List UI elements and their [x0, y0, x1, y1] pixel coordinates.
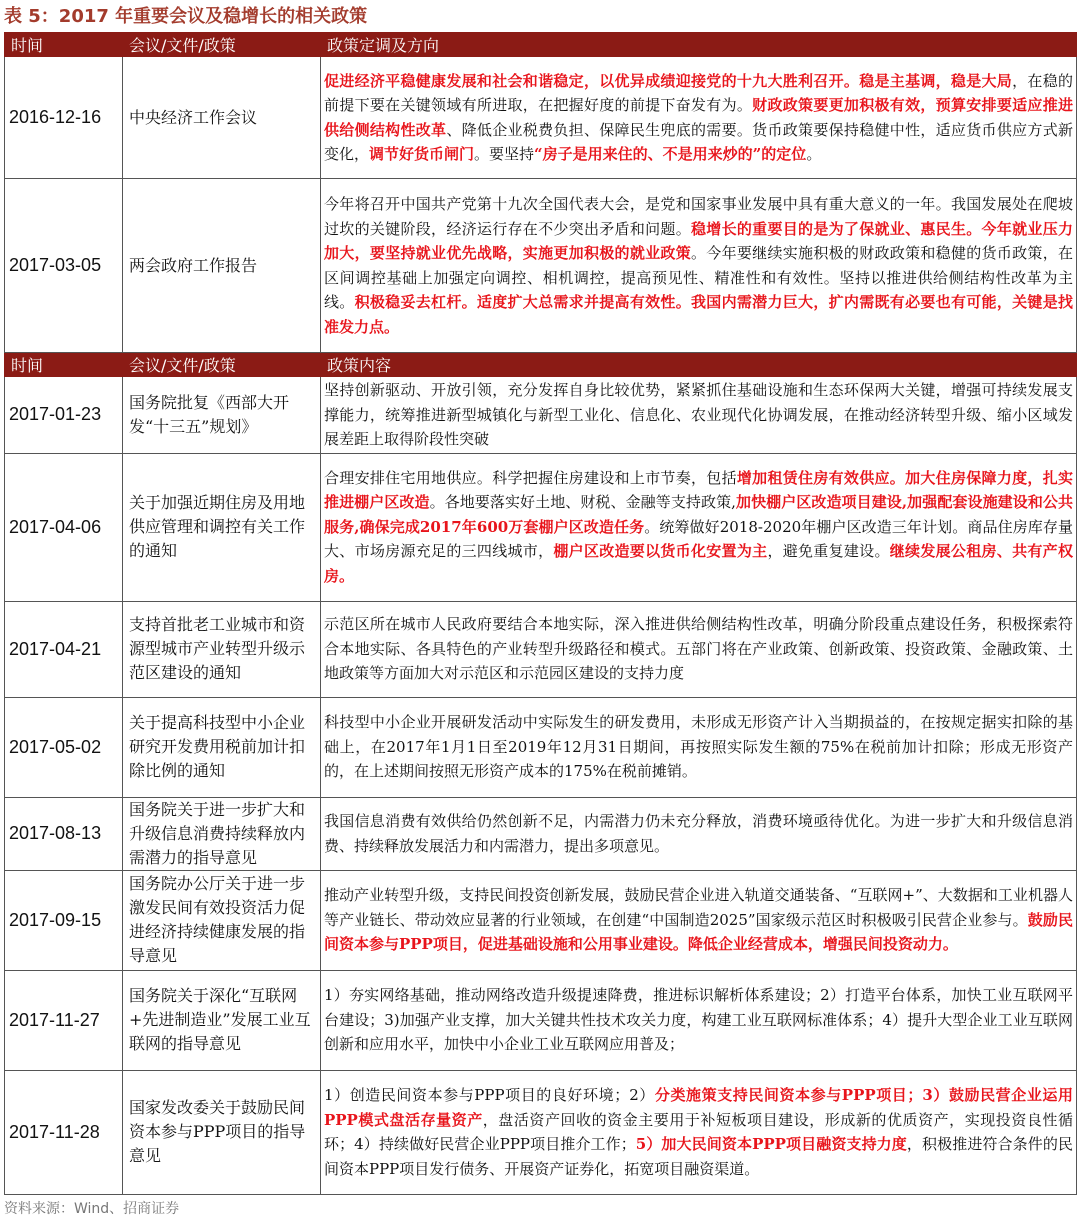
table-row [5, 453, 1077, 601]
row-content [321, 970, 1077, 1070]
highlight-text: 继续发展公租房、共有产权房。 [324, 542, 1073, 585]
content-text: ，积极推进符合条件的民间资本PPP项目发行债务、开展资产证券化，拓宽项目融资渠道。 [324, 1135, 1073, 1178]
row-content [321, 179, 1077, 353]
content-text: 坚持创新驱动、开放引领，充分发挥自身比较优势，紧紧抓住基础设施和生态环保两大关键，增强可持续发展支撑能力，统筹推进新型城镇化与新型工业化、信息化、农业现代化协调发展，在推动经济转型升级、缩小区域发展差距上取得阶段性突破 [324, 381, 1073, 448]
content-text: 我国信息消费有效供给仍然创新不足，内需潜力仍未充分释放，消费环境亟待优化。为进一步扩大和升级信息消费、持续释放发展活力和内需潜力，提出多项意见。 [324, 812, 1073, 855]
highlight-text: 棚户区改造要以货币化安置为主 [553, 542, 768, 561]
highlight-text: 促进经济平稳健康发展和社会和谐稳定，以优异成绩迎接党的十九大胜利召开。稳是主基调，稳是大局 [324, 71, 1013, 90]
row-content [321, 697, 1077, 797]
content-text: ，在稳的前提下要在关键领域有所进取，在把握好度的前提下奋发有为。 [324, 71, 1073, 114]
row-content [321, 601, 1077, 697]
header-meeting: 会议/文件/政策 [123, 33, 321, 57]
table-row [5, 601, 1077, 697]
content-text: 、降低企业税费负担、保障民生兜底的需要。货币政策要保持稳健中性，适应货币供应方式新变化， [324, 120, 1073, 163]
highlight-text: 调节好货币闸门 [369, 145, 475, 163]
content-text: 。今年要继续实施积极的财政政策和稳健的货币政策，在区间调控基础上加强定向调控、相机调控，提高预见性、精准性和有效性。坚持以推进供给侧结构性改革为主线。 [324, 244, 1073, 311]
row-content [321, 453, 1077, 601]
highlight-text: 积极稳妥去杠杆。适度扩大总需求并提高有效性。我国内需潜力巨大，扩内需既有必要也有可能，关键是找准发力点。 [324, 293, 1073, 336]
table-row [5, 57, 1077, 179]
row-policy-name: 国务院关于进一步扩大和升级信息消费持续释放内需潜力的指导意见 [123, 797, 321, 870]
row-content [321, 1070, 1077, 1194]
table-row [5, 797, 1077, 870]
content-text: 合理安排住宅用地供应。科学把握住房建设和上市节奏，包括 [324, 468, 737, 487]
row-content [321, 377, 1077, 454]
header-content: 政策内容 [321, 353, 1077, 377]
table-row [5, 1070, 1077, 1194]
highlight-text: 稳增长的重要目的是为了保就业、惠民生。今年就业压力加大，要坚持就业优先战略，实施更加积极的就业政策 [324, 219, 1073, 262]
source-note: 资料来源：Wind、招商证券 [4, 1201, 180, 1217]
row-date: 2017-05-02 [5, 697, 123, 797]
table-title: 表 5：2017 年重要会议及稳增长的相关政策 [4, 6, 368, 27]
row-content [321, 797, 1077, 870]
highlight-text: 5）加大民间资本PPP项目融资支持力度 [635, 1135, 907, 1153]
header-time: 时间 [5, 353, 123, 377]
row-policy-name: 关于加强近期住房及用地供应管理和调控有关工作的通知 [123, 453, 321, 601]
row-policy-name: 关于提高科技型中小企业研究开发费用税前加计扣除比例的通知 [123, 697, 321, 797]
row-policy-name: 两会政府工作报告 [123, 179, 321, 353]
header-direction: 政策定调及方向 [321, 33, 1077, 57]
content-text: 1）创造民间资本参与PPP项目的良好环境；2） [324, 1086, 655, 1104]
content-text: ，盘活资产回收的资金主要用于补短板项目建设，形成新的优质资产，实现投资良性循环；4）持续做好民营企业PPP项目推介工作； [324, 1110, 1073, 1153]
table-row [5, 377, 1077, 454]
content-text: 。要坚持 [474, 145, 535, 163]
highlight-text: 财政政策要更加积极有效，预算安排要适应推进供给侧结构性改革 [324, 96, 1073, 139]
row-policy-name: 国务院关于深化“互联网+先进制造业”发展工业互联网的指导意见 [123, 970, 321, 1070]
highlight-text: “房子是用来住的、不是用来炒的”的定位 [534, 145, 807, 163]
table-row [5, 870, 1077, 970]
highlight-text: 分类施策支持民间资本参与PPP项目；3）鼓励民营企业运用PPP模式盘活存量资产 [324, 1086, 1073, 1129]
content-text: 示范区所在城市人民政府要结合本地实际，深入推进供给侧结构性改革，明确分阶段重点建设任务，积极探索符合本地实际、各具特色的产业转型升级路径和模式。五部门将在产业政策、创新政策、投资政策、金融政策、土地政策等方面加大对示范区和示范园区建设的支持力度 [324, 615, 1073, 683]
row-policy-name: 国务院批复《西部大开发“十三五”规划》 [123, 377, 321, 454]
content-text: 今年将召开中国共产党第十九次全国代表大会，是党和国家事业发展中具有重大意义的一年。我国发展处在爬坡过坎的关键阶段，经济运行存在不少突出矛盾和问题。 [324, 195, 1073, 238]
highlight-text: 增加租赁住房有效供应。加大住房保障力度，扎实推进棚户区改造 [324, 468, 1073, 512]
table-row [5, 697, 1077, 797]
row-policy-name: 中央经济工作会议 [123, 57, 321, 179]
row-date: 2017-11-27 [5, 970, 123, 1070]
highlight-text: 加快棚户区改造项目建设,加强配套设施建设和公共服务,确保完成2017年600万套棚户区改造任务 [324, 493, 1073, 536]
policy-table [4, 32, 1077, 1195]
row-date: 2017-11-28 [5, 1070, 123, 1194]
row-date: 2016-12-16 [5, 57, 123, 179]
content-text: 。各地要落实好土地、财税、金融等支持政策, [429, 493, 736, 512]
highlight-text: 鼓励民间资本参与PPP项目，促进基础设施和公用事业建设。降低企业经营成本，增强民间投资动力。 [324, 910, 1073, 954]
row-content [321, 57, 1077, 179]
row-date: 2017-04-21 [5, 601, 123, 697]
table-row [5, 970, 1077, 1070]
header-row-2 [5, 353, 1077, 377]
content-text: 1）夯实网络基础，推动网络改造升级提速降费，推进标识解析体系建设；2）打造平台体系，加快工业互联网平台建设；3)加强产业支撑，加大关键共性技术攻关力度，构建工业互联网标准体系；4）提升大型企业工业互联网创新和应用水平，加快中小企业工业互联网应用普及； [324, 986, 1073, 1054]
row-content [321, 870, 1077, 970]
row-date: 2017-09-15 [5, 870, 123, 970]
content-text: 科技型中小企业开展研发活动中实际发生的研发费用，未形成无形资产计入当期损益的，在按规定据实扣除的基础上，在2017年1月1日至2019年12月31日期间，再按照实际发生额的75%在税前加计扣除；形成无形资产的，在上述期间按照无形资产成本的175%在税前摊销。 [324, 713, 1073, 781]
content-text: 。 [806, 145, 822, 163]
table-row [5, 179, 1077, 353]
row-date: 2017-08-13 [5, 797, 123, 870]
content-text: ，避免重复建设。 [767, 542, 890, 561]
content-text: 。统筹做好2018-2020年棚户区改造三年计划。商品住房库存量大、市场房源充足的三四线城市， [324, 517, 1073, 561]
content-text: 推动产业转型升级，支持民间投资创新发展，鼓励民营企业进入轨道交通装备、“互联网+”、大数据和工业机器人等产业链长、带动效应显著的行业领域，在创建“中国制造2025”国家级示范区时积极吸引民营企业参与。 [324, 886, 1073, 929]
header-row-1 [5, 33, 1077, 57]
row-date: 2017-04-06 [5, 453, 123, 601]
row-date: 2017-01-23 [5, 377, 123, 454]
header-meeting: 会议/文件/政策 [123, 353, 321, 377]
row-policy-name: 支持首批老工业城市和资源型城市产业转型升级示范区建设的通知 [123, 601, 321, 697]
row-policy-name: 国家发改委关于鼓励民间资本参与PPP项目的指导意见 [123, 1070, 321, 1194]
row-policy-name: 国务院办公厅关于进一步激发民间有效投资活力促进经济持续健康发展的指导意见 [123, 870, 321, 970]
row-date: 2017-03-05 [5, 179, 123, 353]
header-time: 时间 [5, 33, 123, 57]
